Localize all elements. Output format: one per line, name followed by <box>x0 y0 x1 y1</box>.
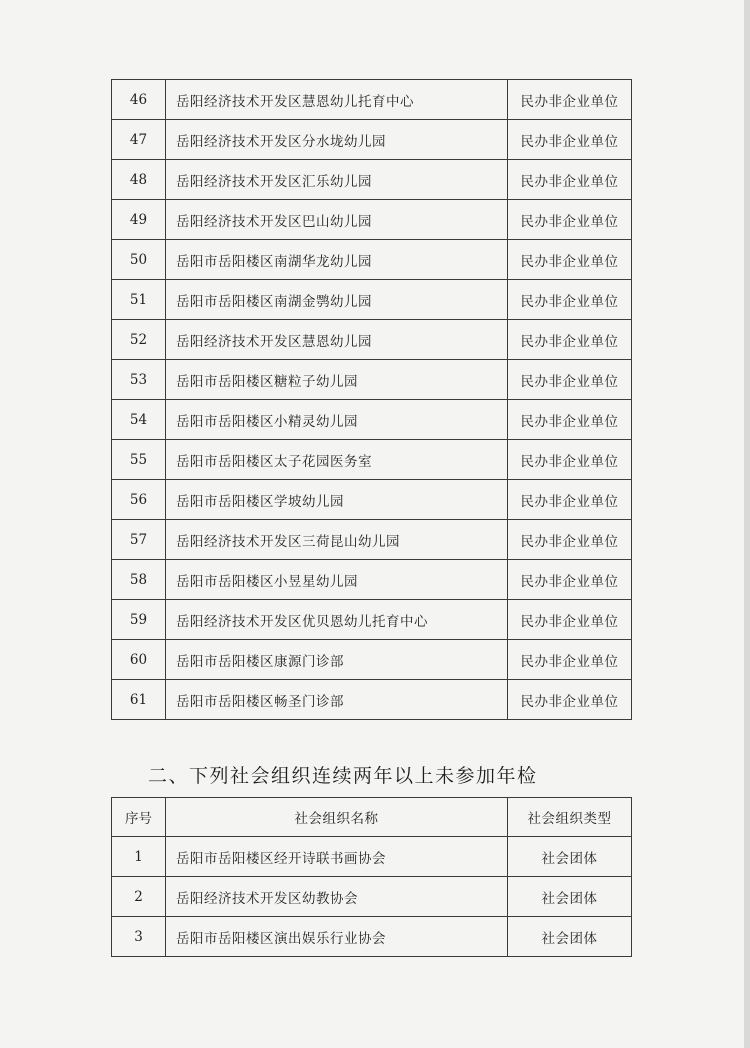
organization-type: 民办非企业单位 <box>508 200 632 240</box>
organization-type: 民办非企业单位 <box>508 440 632 480</box>
row-number: 53 <box>112 360 166 400</box>
row-number: 57 <box>112 520 166 560</box>
table-row <box>112 320 632 360</box>
row-number: 55 <box>112 440 166 480</box>
row-number: 58 <box>112 560 166 600</box>
organization-type: 民办非企业单位 <box>508 360 632 400</box>
organization-type: 民办非企业单位 <box>508 400 632 440</box>
organization-name: 岳阳经济技术开发区幼教协会 <box>166 877 508 917</box>
organization-name: 岳阳市岳阳楼区小昱星幼儿园 <box>166 560 508 600</box>
table-row <box>112 600 632 640</box>
table-row <box>112 640 632 680</box>
organization-type: 民办非企业单位 <box>508 480 632 520</box>
row-number: 1 <box>112 837 166 877</box>
organization-name: 岳阳市岳阳楼区畅圣门诊部 <box>166 680 508 720</box>
table1-body <box>112 80 632 720</box>
row-number: 49 <box>112 200 166 240</box>
row-number: 60 <box>112 640 166 680</box>
organization-name: 岳阳市岳阳楼区太子花园医务室 <box>166 440 508 480</box>
organization-type: 民办非企业单位 <box>508 320 632 360</box>
organization-type: 民办非企业单位 <box>508 640 632 680</box>
organization-name: 岳阳市岳阳楼区南湖华龙幼儿园 <box>166 240 508 280</box>
organization-name: 岳阳经济技术开发区分水垅幼儿园 <box>166 120 508 160</box>
row-number: 48 <box>112 160 166 200</box>
table-row <box>112 917 632 957</box>
table2-header <box>112 798 632 837</box>
table-row <box>112 560 632 600</box>
organization-type: 民办非企业单位 <box>508 680 632 720</box>
organization-type: 民办非企业单位 <box>508 240 632 280</box>
row-number: 61 <box>112 680 166 720</box>
organization-type: 民办非企业单位 <box>508 160 632 200</box>
section-heading: 二、下列社会组织连续两年以上未参加年检 <box>148 765 538 787</box>
organization-type: 民办非企业单位 <box>508 520 632 560</box>
organization-name: 岳阳经济技术开发区慧恩幼儿园 <box>166 320 508 360</box>
organization-name: 岳阳市岳阳楼区经开诗联书画协会 <box>166 837 508 877</box>
organization-name: 岳阳市岳阳楼区演出娱乐行业协会 <box>166 917 508 957</box>
organization-name: 岳阳市岳阳楼区康源门诊部 <box>166 640 508 680</box>
organization-type: 社会团体 <box>508 917 632 957</box>
organization-type: 社会团体 <box>508 837 632 877</box>
row-number: 54 <box>112 400 166 440</box>
row-number: 52 <box>112 320 166 360</box>
row-number: 2 <box>112 877 166 917</box>
organization-name: 岳阳市岳阳楼区学坡幼儿园 <box>166 480 508 520</box>
header-type: 社会组织类型 <box>508 798 632 837</box>
row-number: 47 <box>112 120 166 160</box>
table-row <box>112 440 632 480</box>
table-row <box>112 360 632 400</box>
organization-name: 岳阳经济技术开发区汇乐幼儿园 <box>166 160 508 200</box>
row-number: 3 <box>112 917 166 957</box>
table-row <box>112 837 632 877</box>
organization-type: 民办非企业单位 <box>508 120 632 160</box>
header-row <box>112 798 632 837</box>
table-row <box>112 480 632 520</box>
header-number: 序号 <box>112 798 166 837</box>
table-row <box>112 877 632 917</box>
organization-name: 岳阳经济技术开发区巴山幼儿园 <box>166 200 508 240</box>
table-row <box>112 400 632 440</box>
organization-name: 岳阳经济技术开发区优贝恩幼儿托育中心 <box>166 600 508 640</box>
row-number: 56 <box>112 480 166 520</box>
row-number: 59 <box>112 600 166 640</box>
row-number: 50 <box>112 240 166 280</box>
organization-name: 岳阳经济技术开发区三荷昆山幼儿园 <box>166 520 508 560</box>
organization-name: 岳阳经济技术开发区慧恩幼儿托育中心 <box>166 80 508 120</box>
table-row <box>112 80 632 120</box>
organization-type: 民办非企业单位 <box>508 280 632 320</box>
unreviewed-organizations-table <box>111 797 632 957</box>
organization-type: 民办非企业单位 <box>508 560 632 600</box>
organization-type: 社会团体 <box>508 877 632 917</box>
organization-name: 岳阳市岳阳楼区小精灵幼儿园 <box>166 400 508 440</box>
page-edge-shadow <box>744 0 750 1048</box>
table-row <box>112 240 632 280</box>
table-row <box>112 160 632 200</box>
organizations-table-continued <box>111 79 632 720</box>
organization-name: 岳阳市岳阳楼区糖粒子幼儿园 <box>166 360 508 400</box>
row-number: 46 <box>112 80 166 120</box>
table2-body <box>112 837 632 957</box>
organization-type: 民办非企业单位 <box>508 80 632 120</box>
table-row <box>112 520 632 560</box>
table-row <box>112 200 632 240</box>
table-row <box>112 120 632 160</box>
table-row <box>112 680 632 720</box>
row-number: 51 <box>112 280 166 320</box>
table-row <box>112 280 632 320</box>
organization-name: 岳阳市岳阳楼区南湖金鹗幼儿园 <box>166 280 508 320</box>
organization-type: 民办非企业单位 <box>508 600 632 640</box>
header-name: 社会组织名称 <box>166 798 508 837</box>
